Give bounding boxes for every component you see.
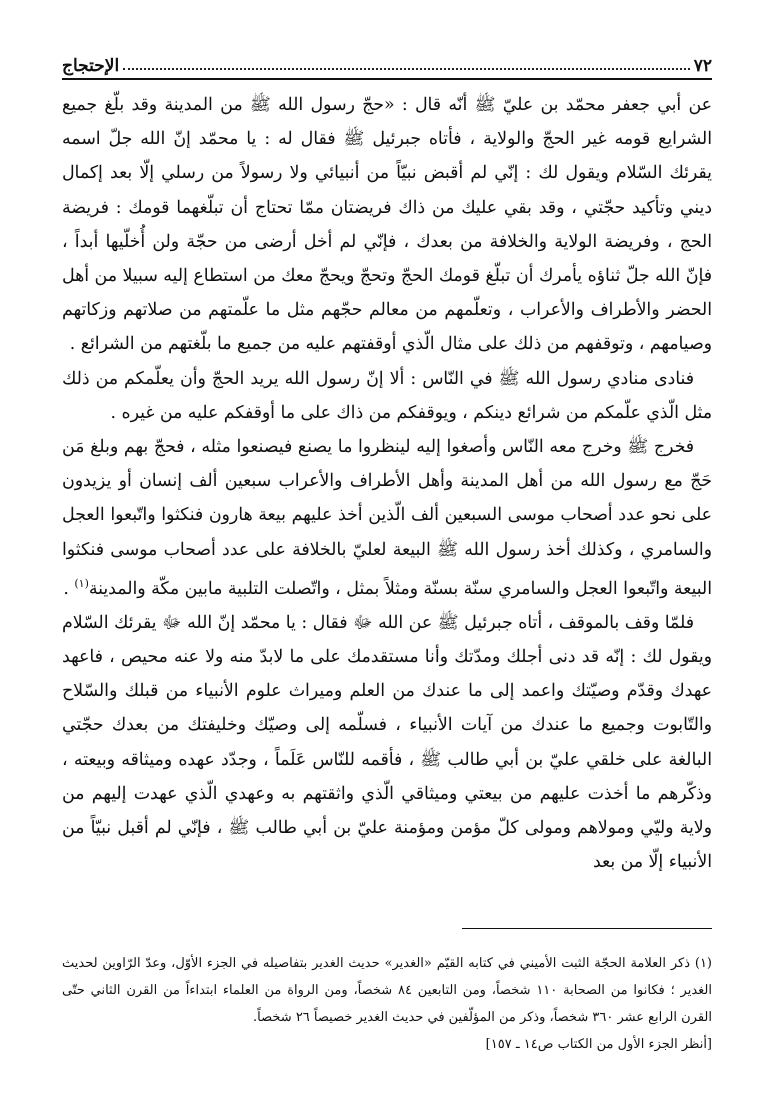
running-title: الإحتجاج [62, 56, 120, 76]
paragraph-3 [62, 430, 712, 606]
paragraph-2: فنادى منادي رسول الله ﷺ في النّاس : ألا إنّ رسول الله يريد الحجّ وأن يعلّمكم من ذلك مثل الّذي علّمكم من شرائع دينكم ، ويوقفكم من ذاك على ما أوقفكم عليه من غيره . [62, 368, 712, 423]
paragraph-1: عن أبي جعفر محمّد بن عليّ ﷺ أنّه قال : «حجّ رسول الله ﷺ من المدينة وقد بلّغ جميع الشرايع قومه غير الحجّ والولاية ، فأتاه جبرئيل ﷺ فقال له : يا محمّد إنّ الله جلّ اسمه يقرئك السّلام ويقول لك : إنّي لم أقبض نبيّاً من أنبيائي ولا رسولاً من رسلي إلّا بعد إكمال ديني وتأكيد حجّتي ، وقد بقي عليك من ذاك فريضتان ممّا تحتاج أن تبلّغهما قومك : فريضة الحج ، وفريضة الولاية والخلافة من بعدك ، فإنّي لم أخل أرضى من حجّة ولن أُخلّيها أبداً ، فإنّ الله جلّ ثناؤه يأمرك أن تبلّغ قومك الحجّ وتحجّ ويحجّ معك من استطاع إليه سبيلا من أهل الحضر والأطراف والأعراب ، وتعلّمهم من معالم حجّهم مثل ما علّمتهم من صلاتهم وزكاتهم وصيامهم ، وتوقفهم من ذلك على مثال الّذي أوقفتهم عليه من جميع ما بلّغتهم من الشرائع . [62, 95, 712, 355]
footnote-divider [462, 928, 712, 929]
paragraph-4: فلمّا وقف بالموقف ، أتاه جبرئيل ﷺ عن الله ﷻ فقال : يا محمّد إنّ الله ﷻ يقرئك السّلام ويقول لك : إنّه قد دنى أجلك ومدّتك وأنا مستقدمك على ما لابدّ منه ولا عنه محيص ، فاعهد عهدك وقدّم وصيّتك واعمد إلى ما عندك من العلم وميراث علوم الأنبياء من قبلك والسّلاح والتّابوت وجميع ما عندك من آيات الأنبياء ، فسلّمه إلى وصيّك وخليفتك من بعدك حجّتي البالغة على خلقي عليّ بن أبي طالب ﷺ ، فأقمه للنّاس عَلَماً ، وجدّد عهده وميثاقه وبيعته ، وذكّرهم ما أخذت عليهم من بيعتي وميثاقي الّذي واثقتهم به وعهدي الّذي عهدت إليهم من ولاية وليّي ومولاهم ومولى كلّ مؤمن ومؤمنة عليّ بن أبي طالب ﷺ ، فإنّي لم أقبل نبيّاً من الأنبياء إلّا من بعد [62, 612, 712, 873]
footnote-text: (١) ذكر العلامة الحجّة الثبت الأميني في كتابه القيّم «الغدير» حديث الغدير بتفاصيله في الجزء الأوّل، وعدّ الرّاوين لحديث الغدير ؛ فكانوا من الصحابة ١١٠ شخصاً، ومن التابعين ٨٤ شخصاً، ومن الرواة من العلماء ابتداءاً من القرن الثاني حتّى القرن الرابع عشر ٣٦٠ شخصاً، وذكر من المؤلّفين في حديث الغدير خصيصاً ٢٦ شخصاً. [62, 956, 712, 1025]
paragraph-3-end: . [63, 578, 75, 599]
footnote-reference: (١) [74, 576, 89, 590]
header-divider [62, 78, 712, 80]
footnote [62, 950, 712, 1058]
paragraph-3-text: فخرج ﷺ وخرج معه النّاس وأصغوا إليه لينظروا ما يصنع فيصنعوا مثله ، فحجّ بهم وبلغ مَن حَجّ مع رسول الله من أهل المدينة وأهل الأطراف والأعراب سبعين ألف إنسان أو يزيدون على نحو عدد أصحاب موسى السبعين ألف الّذين أخذ عليهم بيعة هارون فنكثوا واتّبعوا العجل والسامري ، وكذلك أخذ رسول الله ﷺ البيعة لعليّ بالخلافة على عدد أصحاب موسى فنكثوا البيعة واتّبعوا العجل والسامري سنّة بسنّة ومثلاً بمثل ، واتّصلت التلبية مابين مكّة والمدينة [62, 437, 712, 599]
footnote-citation: [أنظر الجزء الأول من الكتاب ص١٤ ـ ١٥٧] [485, 1037, 712, 1052]
main-text [62, 88, 712, 879]
running-header [62, 40, 712, 76]
page-number: ٧٢ [693, 56, 712, 76]
header-dot-leader [123, 68, 690, 70]
